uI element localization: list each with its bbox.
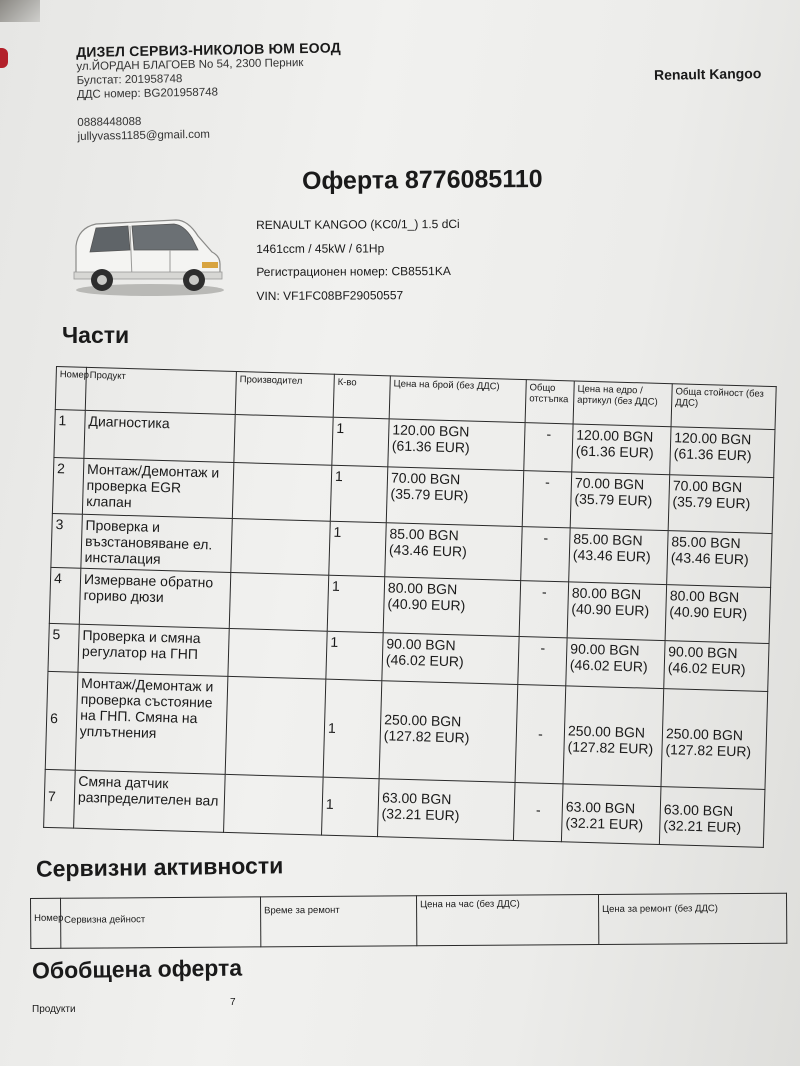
row-discount: - (515, 685, 566, 784)
company-phone: 0888448088 (77, 115, 142, 129)
wholesale-eur: (43.46 EUR) (572, 546, 651, 565)
wholesale-bgn: 85.00 BGN (573, 530, 643, 549)
company-address: ул.ЙОРДАН БЛАГОЕВ No 54, 2300 Перник (76, 57, 304, 73)
col-header-total: Обща стойност (без ДДС) (671, 384, 776, 430)
unit-price-bgn: 70.00 BGN (390, 469, 461, 488)
total-eur: (32.21 EUR) (663, 817, 742, 836)
vehicle-brand: Renault Kangoo (653, 65, 762, 83)
row-product: Проверка и възстановяване ел. инсталация (81, 514, 232, 572)
wholesale-eur: (35.79 EUR) (574, 490, 653, 509)
svc-header-hour-price: Цена на час (без ДДС) (416, 895, 598, 946)
services-table-wrap (30, 893, 786, 949)
company-name: ДИЗЕЛ СЕРВИЗ-НИКОЛОВ ЮМ ЕООД (76, 39, 341, 60)
row-product: Диагностика (84, 410, 235, 462)
row-total (665, 585, 771, 644)
row-number: 1 (54, 409, 85, 458)
row-number: 3 (51, 513, 82, 568)
paper-fold-shadow (0, 0, 40, 22)
company-header (76, 39, 342, 144)
col-header-unit-price: Цена на брой (без ДДС) (389, 376, 526, 423)
row-maker (228, 628, 327, 679)
unit-price-eur: (40.90 EUR) (387, 595, 466, 614)
row-wholesale (572, 424, 671, 475)
wholesale-eur: (46.02 EUR) (569, 656, 648, 675)
parts-table (43, 366, 777, 848)
row-number: 4 (49, 567, 81, 624)
row-discount: - (522, 471, 572, 528)
wholesale-bgn: 63.00 BGN (565, 798, 636, 817)
row-unit-price (377, 779, 515, 841)
unit-price-eur: (46.02 EUR) (385, 651, 464, 670)
row-discount: - (521, 527, 570, 582)
background-object (0, 48, 8, 68)
svc-header-repair-price: Цена за ремонт (без ДДС) (598, 893, 786, 944)
row-unit-price (383, 577, 521, 637)
row-maker (229, 572, 329, 631)
wholesale-eur: (32.21 EUR) (565, 814, 644, 833)
row-number: 2 (52, 457, 84, 514)
row-discount: - (519, 581, 569, 638)
row-unit-price (388, 419, 525, 471)
company-bulstat: Булстат: 201958748 (76, 73, 183, 87)
row-maker (232, 463, 332, 522)
row-discount: - (524, 423, 573, 472)
parts-table-wrap (43, 366, 776, 848)
row-qty: 1 (323, 679, 382, 779)
row-discount: - (513, 782, 563, 841)
unit-price-bgn: 90.00 BGN (386, 635, 456, 654)
col-header-number: Номер (55, 367, 86, 411)
svc-header-number: Номер (31, 898, 61, 948)
row-product: Проверка и смяна регулатор на ГНП (78, 624, 229, 676)
row-maker (231, 518, 330, 575)
unit-price-eur: (43.46 EUR) (388, 541, 468, 560)
total-eur: (43.46 EUR) (670, 549, 749, 568)
services-table (30, 893, 787, 949)
total-eur: (35.79 EUR) (672, 493, 751, 512)
unit-price-eur: (127.82 EUR) (383, 727, 470, 746)
col-header-qty: К-во (333, 374, 390, 419)
row-qty: 1 (329, 521, 386, 577)
unit-price-bgn: 250.00 BGN (384, 711, 462, 730)
vehicle-info (256, 213, 460, 308)
row-qty: 1 (330, 465, 388, 523)
row-total (668, 475, 774, 534)
total-eur: (46.02 EUR) (667, 659, 746, 678)
svc-header-time: Време за ремонт (260, 896, 416, 947)
row-unit-price (385, 523, 522, 581)
row-wholesale (570, 472, 670, 531)
unit-price-eur: (32.21 EUR) (381, 805, 460, 824)
unit-price-eur: (35.79 EUR) (390, 485, 469, 504)
col-header-product: Продукт (85, 367, 236, 414)
total-bgn: 120.00 BGN (674, 429, 752, 448)
row-total (659, 787, 765, 848)
svc-header-activity: Сервизна дейност (61, 897, 261, 948)
row-total (670, 427, 775, 478)
row-product: Смяна датчик разпределителен вал (74, 770, 226, 832)
offer-title: Оферта 8776085110 (301, 164, 543, 196)
total-eur: (40.90 EUR) (669, 603, 748, 622)
van-icon (66, 206, 226, 298)
row-discount: - (518, 637, 567, 686)
col-header-discount: Общо отстъпка (525, 380, 574, 424)
unit-price-bgn: 63.00 BGN (381, 789, 452, 808)
wholesale-bgn: 250.00 BGN (567, 722, 646, 741)
row-product: Монтаж/Демонтаж и проверка състояние на ГНП. Смяна на уплътнения (75, 672, 228, 774)
total-eur: (127.82 EUR) (665, 741, 752, 760)
company-email: jullyvass1185@gmail.com (77, 128, 210, 143)
services-header-row (31, 893, 787, 948)
row-unit-price (379, 681, 518, 783)
vehicle-engine: 1461ccm / 45kW / 61Hp (256, 240, 385, 256)
row-wholesale (566, 638, 665, 689)
row-number: 5 (48, 623, 79, 672)
vehicle-model: RENAULT KANGOO (KC0/1_) 1.5 dCi (256, 216, 460, 232)
total-bgn: 80.00 BGN (669, 587, 740, 606)
col-header-maker: Производител (235, 372, 334, 418)
row-number: 7 (44, 769, 76, 828)
row-qty: 1 (326, 631, 383, 681)
total-bgn: 63.00 BGN (663, 801, 734, 820)
row-unit-price (382, 633, 519, 685)
row-unit-price (386, 467, 524, 527)
wholesale-bgn: 90.00 BGN (570, 640, 640, 659)
row-number: 6 (45, 671, 78, 770)
row-product: Монтаж/Демонтаж и проверка EGR клапан (82, 458, 234, 518)
unit-price-bgn: 120.00 BGN (392, 421, 470, 440)
total-bgn: 85.00 BGN (671, 533, 741, 552)
row-qty: 1 (322, 777, 380, 837)
wholesale-bgn: 120.00 BGN (576, 426, 654, 445)
vehicle-registration: Регистрационен номер: CB8551KA (256, 263, 451, 279)
unit-price-bgn: 80.00 BGN (387, 579, 458, 598)
row-wholesale (567, 582, 667, 641)
services-section-title: Сервизни активности (35, 852, 284, 882)
total-bgn: 70.00 BGN (672, 477, 743, 496)
row-total (661, 689, 768, 790)
wholesale-eur: (40.90 EUR) (571, 600, 650, 619)
row-wholesale (569, 528, 668, 585)
row-wholesale (561, 784, 661, 845)
col-header-wholesale: Цена на едро / артикул (без ДДС) (573, 381, 672, 427)
vehicle-vin: VIN: VF1FC08BF29050557 (256, 287, 404, 303)
company-vat: ДДС номер: BG201958748 (76, 86, 219, 101)
wholesale-bgn: 70.00 BGN (574, 474, 645, 493)
total-eur: (61.36 EUR) (673, 445, 752, 464)
row-maker (234, 415, 333, 466)
wholesale-eur: (127.82 EUR) (567, 738, 654, 757)
row-maker (225, 676, 326, 777)
row-wholesale (563, 686, 664, 787)
row-qty: 1 (332, 417, 389, 467)
row-qty: 1 (327, 575, 385, 633)
wholesale-eur: (61.36 EUR) (575, 442, 654, 461)
wholesale-bgn: 80.00 BGN (571, 584, 642, 603)
summary-products-count: 7 (230, 997, 236, 1008)
total-bgn: 250.00 BGN (665, 725, 744, 744)
row-total (664, 641, 769, 692)
parts-section-title: Части (62, 322, 130, 348)
total-bgn: 90.00 BGN (668, 643, 738, 662)
row-total (667, 531, 772, 588)
row-product: Измерване обратно гориво дюзи (79, 568, 231, 628)
summary-products-label: Продукти (32, 1004, 76, 1015)
unit-price-eur: (61.36 EUR) (391, 437, 470, 456)
unit-price-bgn: 85.00 BGN (389, 525, 459, 544)
row-maker (224, 774, 324, 835)
summary-section-title: Обобщена оферта (31, 954, 243, 984)
